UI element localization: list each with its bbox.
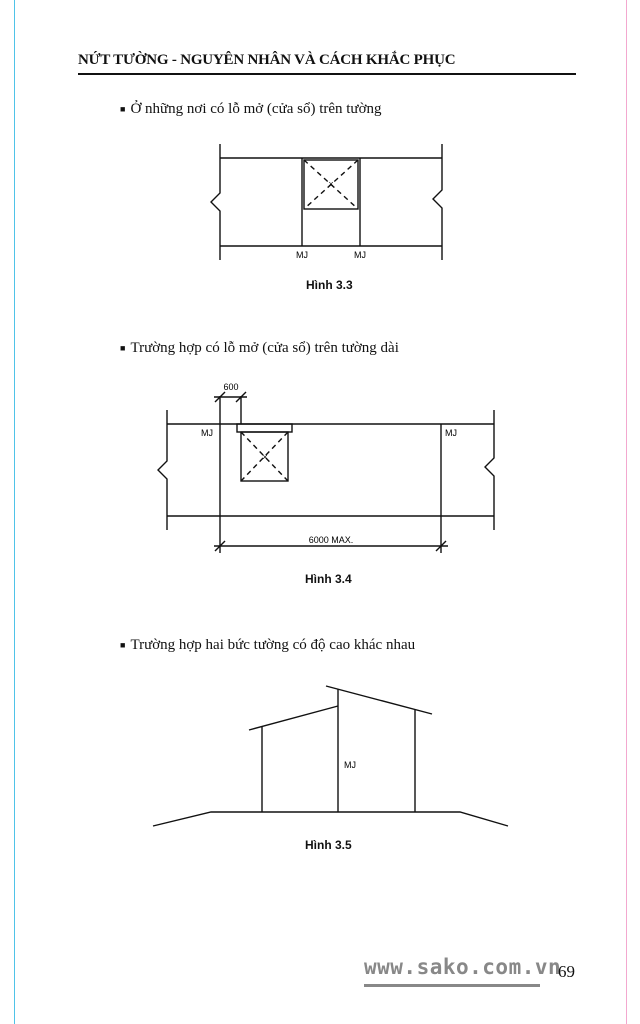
- window-diag-1: [241, 432, 288, 481]
- figure-caption-3-5: Hình 3.5: [305, 838, 352, 852]
- mj-label-2: MJ: [354, 250, 366, 260]
- bullet-item-1: [120, 101, 382, 118]
- mj-label-1: MJ: [201, 428, 213, 438]
- dim-6000-tick-2: [436, 541, 446, 551]
- dim-label-6000: 6000 MAX.: [308, 535, 354, 545]
- bullet-item-3: [120, 637, 415, 654]
- dim-600-tick-1: [215, 392, 225, 402]
- window-opening: [304, 160, 358, 209]
- figure-caption-3-3: Hình 3.3: [306, 278, 353, 292]
- mj-label-2: MJ: [445, 428, 457, 438]
- bullet-text-1: Ở những nơi có lỗ mở (cửa sổ) trên tường: [130, 101, 382, 117]
- window-opening: [241, 432, 288, 481]
- window-diag-1: [304, 160, 358, 209]
- break-left: [211, 144, 220, 260]
- mj-label: MJ: [344, 760, 356, 770]
- window-center-mark: ×: [262, 452, 268, 462]
- page-header-title: NỨT TƯỜNG - NGUYÊN NHÂN VÀ CÁCH KHẮC PHỤC: [78, 52, 456, 68]
- low-roof: [249, 706, 338, 730]
- high-roof: [326, 686, 432, 714]
- break-right: [433, 144, 442, 260]
- bullet-icon: ■: [120, 342, 126, 353]
- header-rule: [78, 73, 576, 75]
- break-left: [158, 410, 167, 530]
- mj-label-1: MJ: [296, 250, 308, 260]
- dim-label-600: 600: [223, 382, 239, 392]
- bullet-text-3: Trường hợp hai bức tường có độ cao khác nhau: [130, 637, 416, 653]
- footer-website: www.sako.com.vn: [364, 955, 562, 979]
- window-center-mark: ×: [328, 179, 334, 189]
- footer-rule: [364, 984, 540, 987]
- page-number: 69: [558, 962, 575, 981]
- bullet-text-2: Trường hợp có lỗ mở (cửa sổ) trên tường dài: [130, 340, 399, 356]
- break-right: [485, 410, 494, 530]
- window-diag-2: [304, 160, 358, 209]
- bullet-icon: ■: [120, 639, 126, 650]
- bullet-icon: ■: [120, 103, 126, 114]
- dim-600-tick-2: [236, 392, 246, 402]
- window-diag-2: [241, 432, 288, 481]
- ground-line: [153, 812, 508, 826]
- left-margin-line: [14, 0, 15, 1024]
- bullet-item-2: [120, 340, 399, 357]
- figure-caption-3-4: Hình 3.4: [305, 572, 352, 586]
- dim-6000-tick-1: [215, 541, 225, 551]
- right-margin-line: [626, 0, 627, 1024]
- lintel: [237, 424, 292, 432]
